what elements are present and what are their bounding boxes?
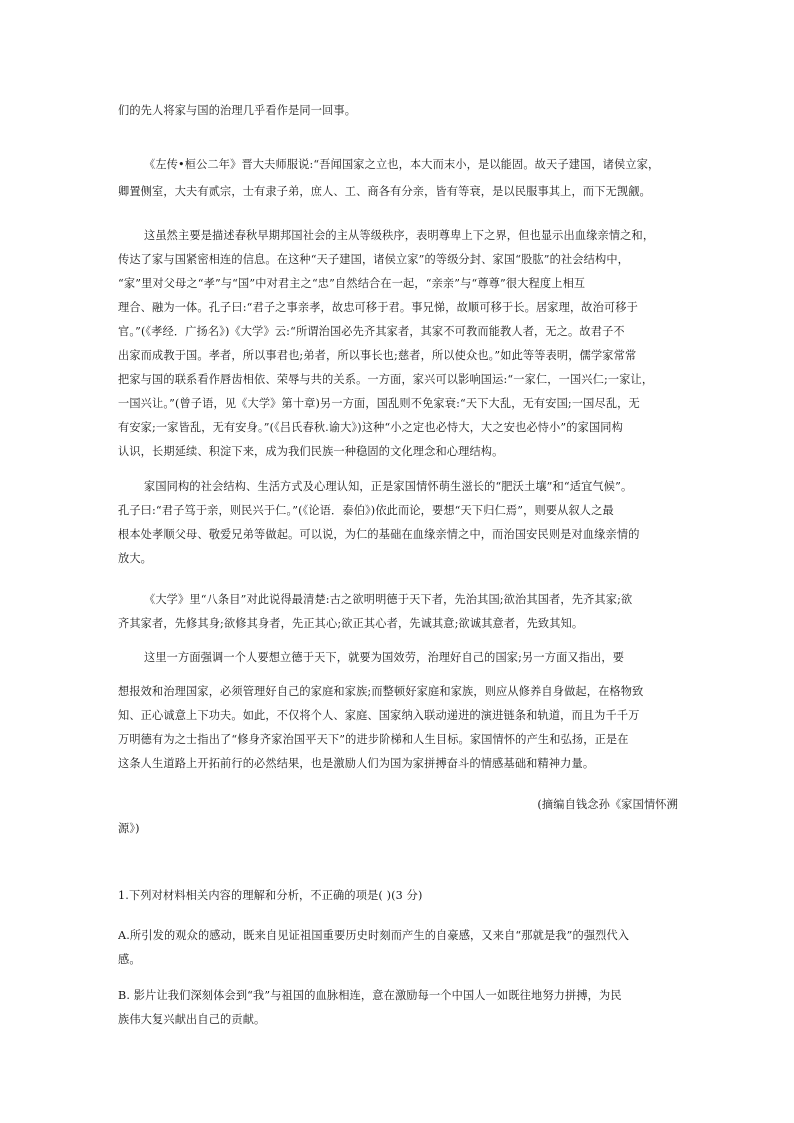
- text-line: 齐其家者，先修其身;欲修其身者，先正其心;欲正其心者，先诚其意;欲诚其意者，先致其知。: [118, 617, 584, 630]
- question-stem: 1.下列对材料相关内容的理解和分析，不正确的项是( )(3 分): [118, 889, 423, 902]
- text-line: 官。”(《孝经．广扬名》)《大学》云:“所谓治国必先齐其家者，其家不可教而能教人者，无之。故君子不: [118, 325, 625, 338]
- text-line: 认识，长期延续、积淀下来，成为我们民族一种稳固的文化理念和心理结构。: [118, 445, 504, 458]
- option-b: B. 影片让我们深刻体会到“我”与祖国的血脉相连，意在激励每一个中国人一如既往地努力拼搏，为民: [118, 989, 622, 1002]
- text-line: 根本处孝顺父母、敬爱兄弟等做起。可以说，为仁的基础在血缘亲情之中，而治国安民则是对血缘亲情的: [118, 528, 640, 541]
- text-line: 万明德有为之士指出了“修身齐家治国平天下”的进步阶梯和人生目标。家国情怀的产生和弘扬，正是在: [118, 733, 629, 746]
- text-line: 们的先人将家与国的治理几乎看作是同一回事。: [118, 104, 357, 117]
- text-line: 传达了家与国紧密相连的信息。在这种“天子建国，诸侯立家”的等级分封、家国“股肱”的社会结构中，: [118, 253, 629, 266]
- text-line: 孔子曰:“君子笃于亲，则民兴于仁。”(《论语．泰伯》)依此而论，要想“天下归仁焉”，则要从叙人之最: [118, 504, 614, 517]
- text-line: “家”里对父母之“孝”与“国”中对君主之“忠”自然结合在一起，“亲亲”与“尊尊”很大程度上相互: [118, 277, 586, 290]
- text-line: 《大学》里“八条目”对此说得最清楚:古之欲明明德于天下者，先治其国;欲治其国者，先齐其家;欲: [144, 593, 633, 606]
- text-line: 卿置侧室，大夫有贰宗，士有隶子弟，庶人、工、商各有分亲，皆有等衰，是以民服事其上，而下无觊觎。: [118, 185, 651, 198]
- text-line: 有安家;一家皆乱，无有安身。”(《吕氏春秋.谕大》)这种“小之定也必恃大，大之安也必恃小”的家国同构: [118, 421, 623, 434]
- text-line: 知、正心诚意上下功夫。如此，不仅将个人、家庭、国家纳入联动递进的演进链条和轨道，而且为千千万: [118, 709, 640, 722]
- text-line: 《左传•桓公二年》晋大夫师服说:“吾闻国家之立也，本大而末小，是以能固。故天子建国，诸侯立家，: [144, 158, 660, 171]
- text-line: 把家与国的联系看作唇齿相依、荣辱与共的关系。一方面，家兴可以影响国运:“一家仁，一国兴仁;一家让，: [118, 373, 654, 386]
- text-line: 理合、融为一体。孔子曰:“君子之事亲孝，故忠可移于君。事兄悌，故顺可移于长。居家理，故治可移于: [118, 301, 638, 314]
- option-b-cont: 族伟大复兴献出自己的贡献。: [118, 1013, 266, 1026]
- text-line: 出家而成教于国。孝者，所以事君也;弟者，所以事长也;慈者，所以使众也。”如此等等表明，儒学家常常: [118, 349, 637, 362]
- text-line: 这虽然主要是描述春秋早期邦国社会的主从等级秩序，表明尊卑上下之界，但也显示出血缘亲情之和，: [144, 229, 655, 242]
- text-line: 放大。: [118, 552, 153, 565]
- text-line: 这条人生道路上开拓前行的必然结果，也是激励人们为国为家拼搏奋斗的情感基础和精神力量。: [118, 757, 595, 770]
- source-attribution: (摘编自钱念孙《家国情怀溯: [537, 798, 678, 811]
- option-a-cont: 感。: [118, 953, 141, 966]
- source-attribution-cont: 源》): [118, 822, 140, 835]
- text-line: 家国同构的社会结构、生活方式及心理认知，正是家国情怀萌生滋长的“肥沃土壤”和“适宜气候”。: [144, 480, 633, 493]
- text-line: 一国兴让。”(曾子语，见《大学》第十章)另一方面，国乱则不免家衰:“天下大乱，无有安国;一国尽乱，无: [118, 397, 640, 410]
- option-a: A.所引发的观众的感动，既来自见证祖国重要历史时刻而产生的自豪感，又来自“那就是我”的强烈代入: [118, 929, 630, 942]
- text-line: 想报效和治理国家，必须管理好自己的家庭和家族;而整顿好家庭和家族，则应从修养自身做起，在格物致: [118, 685, 644, 698]
- text-line: 这里一方面强调一个人要想立德于天下，就要为国效劳，治理好自己的国家;另一方面又指出，要: [144, 651, 625, 664]
